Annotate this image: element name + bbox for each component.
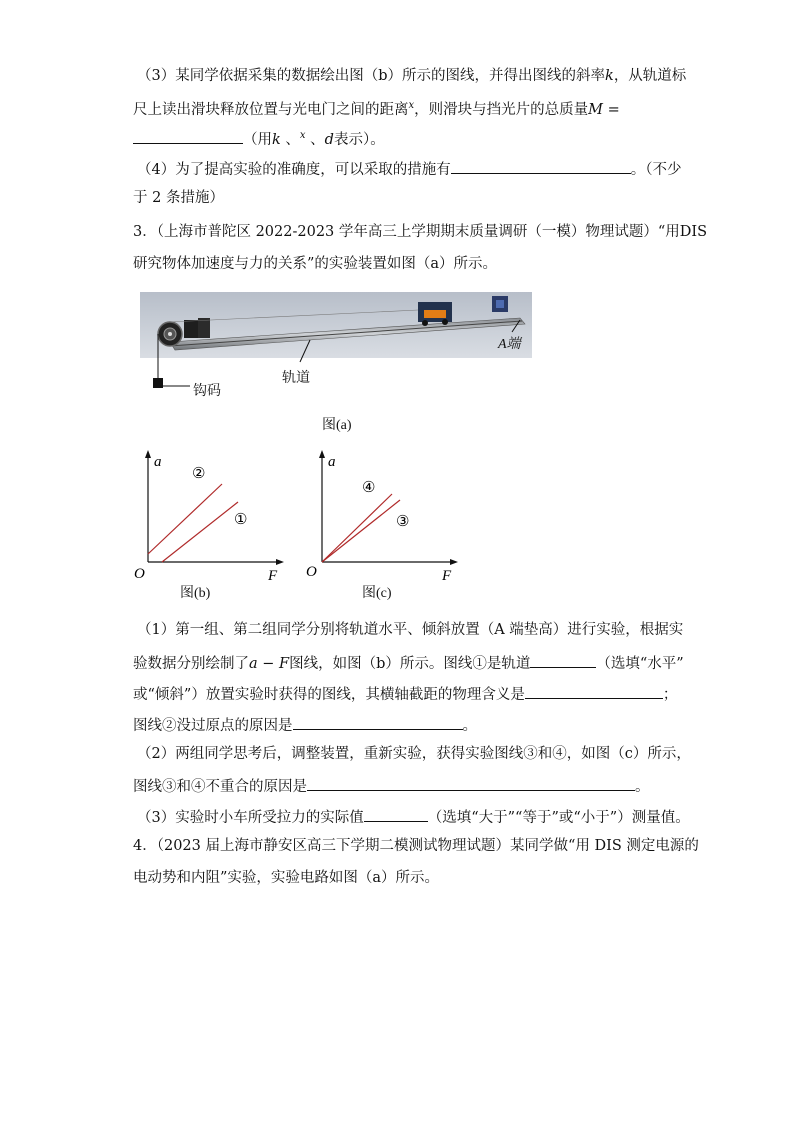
hook-weight (153, 378, 163, 388)
answer-blank-origin-reason[interactable] (293, 714, 463, 730)
q4-line2 (133, 868, 439, 888)
sep-1: 、 (280, 131, 300, 148)
b-label-1: ① (234, 512, 248, 528)
answer-blank-measures[interactable] (451, 158, 631, 174)
q2-item3-text-d: ，则滑块与挡光片的总质量 (414, 101, 589, 118)
c-label-3: ③ (396, 514, 410, 530)
q3-p1-text-1: （1）第一组、第二组同学分别将轨道水平、倾斜放置（A 端垫高）进行实验，根据实 (137, 622, 684, 638)
q3-intro-text-1: 3．（上海市普陀区 2022-2023 学年高三上学期期末质量调研（一模）物理试题）“用DIS (133, 224, 708, 240)
label-a-end: A端 (498, 337, 521, 352)
q2-item3-text-g: 表示）。 (333, 131, 385, 148)
c-axis-y-label: a (328, 454, 336, 470)
q3-p2-line1 (137, 744, 691, 764)
q3-intro-text-2: 研究物体加速度与力的关系”的实验装置如图（a）所示。 (133, 256, 498, 272)
b-axis-y-label: a (154, 454, 162, 470)
sep-2: 、 (305, 131, 325, 148)
answer-blank-track-type[interactable] (530, 652, 596, 668)
b-label-2: ② (192, 466, 206, 482)
c-line-3 (322, 500, 400, 562)
q2-item3-text-a: （3）某同学依据采集的数据绘出图（b）所示的图线，并得出图线的斜率 (137, 68, 606, 84)
figure-b-graph (130, 448, 290, 580)
answer-blank-nonoverlap-reason[interactable] (307, 775, 635, 791)
q3-p1-line4 (133, 714, 477, 736)
b-axis-x-label: F (268, 568, 278, 580)
b-origin: O (134, 566, 145, 580)
q2-item4-text-c: 于 2 条措施） (133, 190, 224, 206)
q4-text-2: 电动势和内阻”实验，实验电路如图（a）所示。 (133, 870, 440, 886)
answer-blank-compare[interactable] (364, 806, 428, 822)
q2-item3-line1 (137, 66, 686, 86)
caption-fig-b: 图(b) (180, 586, 211, 601)
q2-item3-text-b: ，从轨道标 (613, 68, 687, 84)
answer-blank-mass[interactable] (133, 128, 243, 144)
var-k-2: k (272, 131, 281, 148)
c-origin: O (306, 564, 317, 580)
caption-fig-c: 图(c) (362, 586, 392, 601)
b-line-1 (162, 502, 238, 562)
q3-p1-line1 (137, 620, 683, 640)
var-x-2: x (299, 130, 306, 141)
q2-item3-line3 (133, 126, 385, 150)
caption-fig-a: 图(a) (322, 418, 352, 433)
q3-p1-text-4a: 图线②没过原点的原因是 (133, 718, 293, 734)
label-track: 轨道 (282, 371, 310, 386)
q3-intro-line2 (133, 254, 497, 274)
q2-item3-text-f: （用 (243, 131, 272, 148)
var-M: M (588, 101, 603, 118)
q3-p3-line1 (137, 806, 690, 828)
q3-p1-text-4b: 。 (462, 718, 477, 734)
q2-item3-text-c: 尺上读出滑块释放位置与光电门之间的距离 (133, 101, 409, 118)
q3-p2-text-1: （2）两组同学思考后，调整装置，重新实验，获得实验图线③和④，如图（c）所示， (137, 746, 691, 762)
q2-item4-line1 (137, 158, 681, 180)
var-x: x (408, 100, 415, 111)
q3-p1-line3 (133, 683, 677, 705)
formula-a-minus-f: a − F (249, 656, 290, 672)
figure-c-graph (304, 448, 464, 580)
c-line-4 (322, 494, 392, 562)
answer-blank-intercept[interactable] (525, 683, 663, 699)
q3-p1-text-3b: ； (662, 687, 678, 703)
q4-text-1: 4．（2023 届上海市静安区高三下学期二模测试物理试题）某同学做“用 DIS 测定电源的 (133, 838, 699, 854)
q3-intro-line1 (133, 222, 707, 242)
c-axis-x-label: F (442, 568, 452, 580)
q2-item4-line2 (133, 188, 224, 208)
q3-p1-text-3a: 或“倾斜”）放置实验时获得的图线，其横轴截距的物理含义是 (133, 687, 525, 703)
force-sensor (184, 320, 198, 338)
var-k: k (605, 68, 614, 84)
q3-p1-text-2c: （选填“水平” (596, 656, 684, 672)
q2-item3-text-e: = (603, 101, 620, 118)
q3-p1-line2 (133, 652, 684, 674)
q3-p2-text-2b: 。 (635, 779, 650, 795)
q3-p3-text-b: （选填“大于”“等于”或“小于”）测量值。 (427, 810, 690, 826)
var-d: d (324, 131, 334, 148)
q3-p3-text-a: （3）实验时小车所受拉力的实际值 (137, 810, 364, 826)
q4-line1 (133, 836, 699, 856)
q2-item4-text-b: 。（不少 (630, 162, 682, 178)
c-label-4: ④ (362, 480, 376, 496)
q3-p2-text-2a: 图线③和④不重合的原因是 (133, 779, 307, 795)
q3-p1-text-2b: 图线，如图（b）所示。图线①是轨道 (289, 656, 531, 672)
label-weight: 钩码 (193, 384, 221, 399)
q3-p1-text-2a: 验数据分别绘制了 (133, 656, 249, 672)
q2-item4-text-a: （4）为了提高实验的准确度，可以采取的措施有 (137, 162, 451, 178)
q2-item3-line2 (133, 96, 620, 120)
q3-p2-line2 (133, 775, 650, 797)
